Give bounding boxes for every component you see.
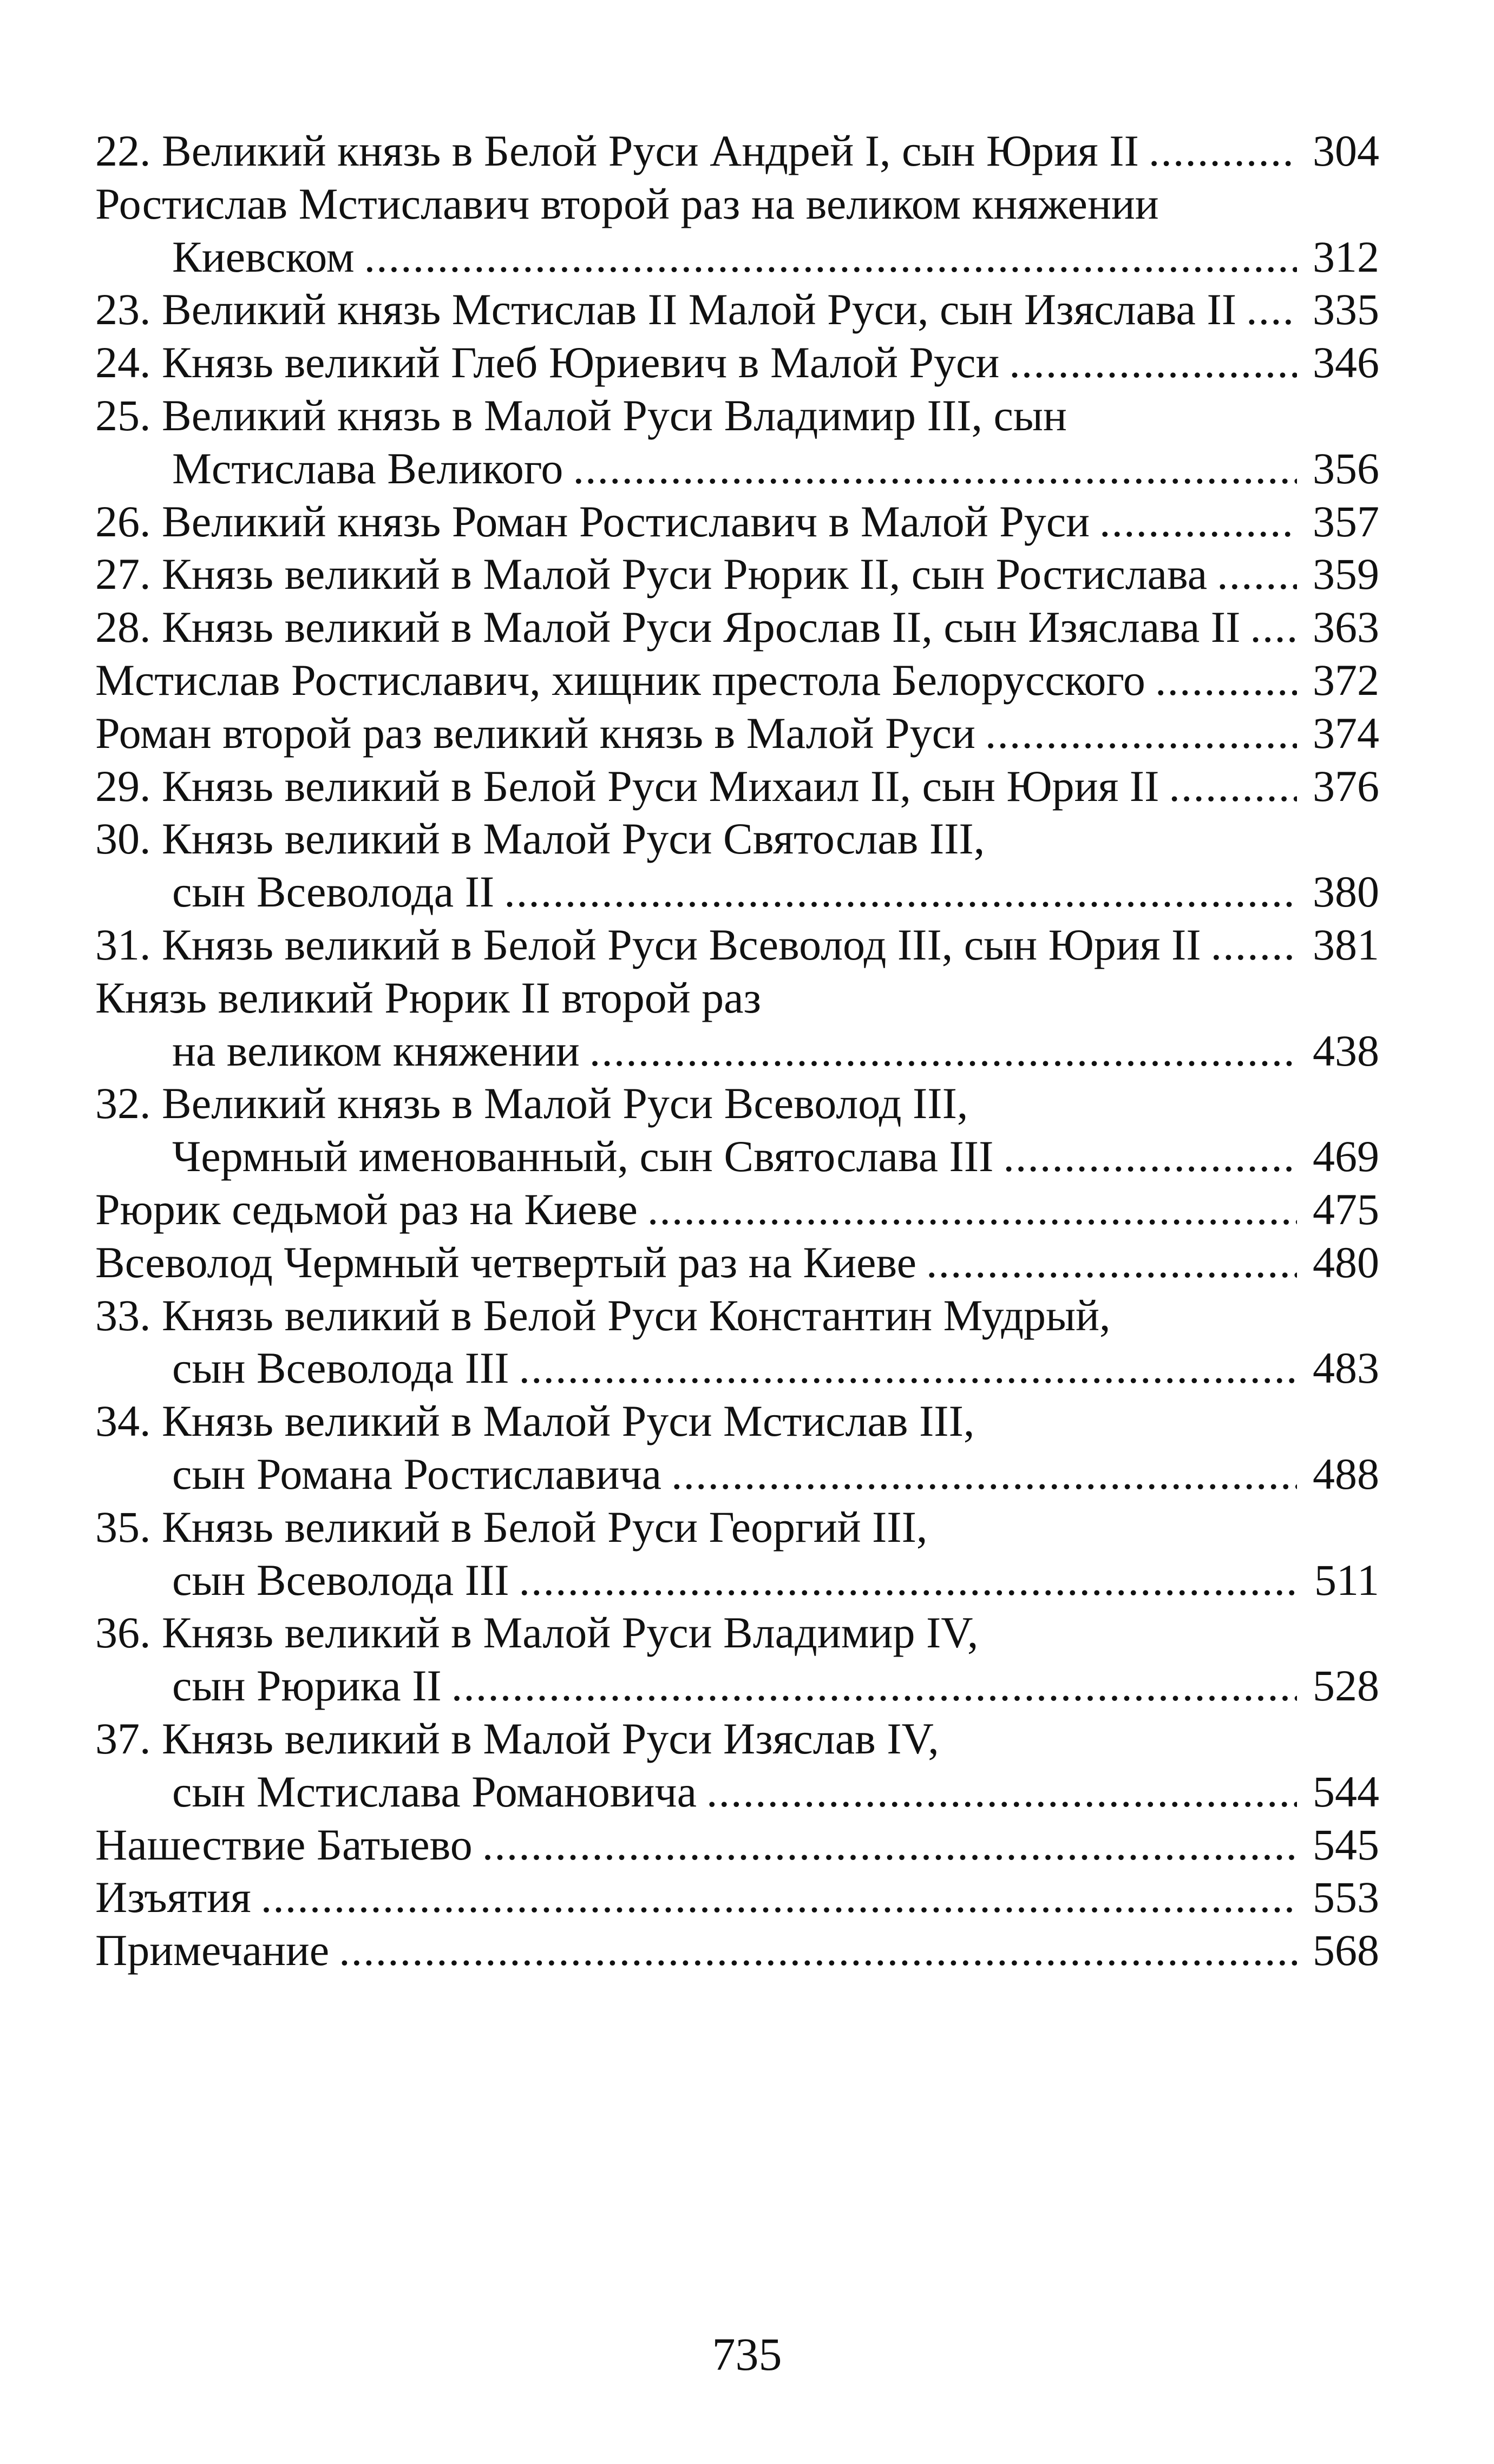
toc-entry-final-line (95, 1183, 1379, 1236)
toc-entry-title: 36. Князь великий в Малой Руси Владимир IV, (95, 1608, 979, 1658)
dot-leader (671, 1448, 1297, 1501)
toc-entry-title: Киевском (172, 232, 355, 281)
toc-entry-title: на великом княжении (172, 1026, 580, 1075)
toc-entry-title: Рюрик седьмой раз на Киеве (95, 1184, 638, 1234)
toc-page-number: 528 (1313, 1661, 1379, 1711)
dot-leader (573, 442, 1297, 495)
toc-entry (95, 389, 1379, 495)
dot-leader (1009, 336, 1297, 389)
toc-page-number: 475 (1313, 1184, 1379, 1234)
toc-page-number: 544 (1313, 1766, 1379, 1816)
toc-entry-title: Всеволод Чермный четвертый раз на Киеве (95, 1237, 917, 1287)
toc-page-number: 381 (1313, 919, 1379, 969)
toc-entry-title: 32. Великий князь в Малой Руси Всеволод III, (95, 1079, 968, 1128)
dot-leader (1099, 495, 1297, 548)
toc-entry (95, 918, 1379, 971)
toc-page-number: 359 (1313, 549, 1379, 599)
toc-page-number: 357 (1313, 496, 1379, 546)
toc-entry-title: 28. Князь великий в Малой Руси Ярослав II, сын Изяслава II (95, 602, 1241, 652)
dot-leader (985, 707, 1297, 760)
dot-leader (1149, 124, 1297, 178)
toc-entry-title: сын Рюрика II (172, 1661, 442, 1711)
toc-entry-title: Мстислава Великого (172, 443, 563, 493)
table-of-contents (95, 124, 1379, 1977)
toc-entry (95, 1183, 1379, 1236)
toc-entry-final-line (95, 442, 1379, 495)
dot-leader (1169, 760, 1297, 813)
dot-leader (1250, 601, 1297, 654)
dot-leader (1003, 1130, 1297, 1183)
toc-entry-title: Ростислав Мстиславич второй раз на великом княжении (95, 179, 1159, 228)
toc-entry-final-line (95, 1236, 1379, 1289)
toc-entry-title: Чермный именованный, сын Святослава III (172, 1132, 994, 1181)
toc-entry-title: 25. Великий князь в Малой Руси Владимир III, сын (95, 390, 1067, 440)
toc-entry-final-line (95, 1130, 1379, 1183)
toc-entry-final-line (95, 1024, 1379, 1077)
toc-entry-final-line (95, 1554, 1379, 1607)
toc-entry-title: Изъятия (95, 1872, 251, 1922)
toc-entry-title: Примечание (95, 1926, 330, 1975)
toc-entry (95, 178, 1379, 284)
toc-entry-final-line (95, 1818, 1379, 1871)
toc-entry-title: 35. Князь великий в Белой Руси Георгий III, (95, 1502, 928, 1552)
toc-entry-final-line (95, 1342, 1379, 1395)
toc-page-number: 363 (1313, 602, 1379, 652)
toc-entry-title: Мстислав Ростиславич, хищник престола Белорусского (95, 655, 1145, 705)
dot-leader (504, 865, 1297, 918)
toc-entry-title: 23. Великий князь Мстислав II Малой Руси, сын Изяслава II (95, 285, 1237, 334)
toc-entry-final-line (95, 1765, 1379, 1818)
toc-entry-final-line (95, 601, 1379, 654)
toc-entry (95, 1924, 1379, 1977)
dot-leader (519, 1342, 1297, 1395)
toc-entry (95, 1818, 1379, 1871)
dot-leader (339, 1924, 1297, 1977)
dot-leader (261, 1871, 1297, 1924)
toc-entry-final-line (95, 124, 1379, 178)
toc-entry-title: 22. Великий князь в Белой Руси Андрей I, сын Юрия II (95, 126, 1139, 175)
toc-entry-final-line (95, 865, 1379, 918)
toc-entry-final-line (95, 1659, 1379, 1712)
toc-entry (95, 336, 1379, 389)
toc-entry-title: сын Мстислава Романовича (172, 1766, 697, 1816)
toc-entry-final-line (95, 495, 1379, 548)
toc-entry-title: 26. Великий князь Роман Ростиславич в Малой Руси (95, 496, 1090, 546)
toc-entry-title: 31. Князь великий в Белой Руси Всеволод III, сын Юрия II (95, 919, 1201, 969)
dot-leader (926, 1236, 1297, 1289)
toc-entry (95, 1236, 1379, 1289)
toc-entry-final-line (95, 707, 1379, 760)
toc-entry (95, 760, 1379, 813)
toc-page-number: 545 (1313, 1819, 1379, 1869)
toc-entry-line (95, 1289, 1379, 1342)
toc-page-number: 488 (1313, 1449, 1379, 1499)
toc-entry-final-line (95, 654, 1379, 707)
toc-entry-line (95, 178, 1379, 231)
toc-entry (95, 1395, 1379, 1501)
dot-leader (706, 1765, 1297, 1818)
toc-entry-line (95, 971, 1379, 1024)
toc-entry (95, 971, 1379, 1077)
toc-page-number: 356 (1313, 443, 1379, 493)
dot-leader (1211, 918, 1297, 971)
toc-entry-title: 30. Князь великий в Малой Руси Святослав III, (95, 814, 985, 864)
toc-page-number: 380 (1313, 867, 1379, 917)
toc-entry (95, 1501, 1379, 1607)
toc-entry (95, 707, 1379, 760)
toc-page-number: 438 (1313, 1026, 1379, 1075)
toc-entry-title: 24. Князь великий Глеб Юриевич в Малой Руси (95, 338, 1000, 387)
toc-entry-line (95, 1395, 1379, 1448)
toc-entry (95, 1077, 1379, 1183)
toc-page-number: 483 (1313, 1343, 1379, 1393)
toc-entry-final-line (95, 760, 1379, 813)
dot-leader (482, 1818, 1297, 1871)
toc-entry-final-line (95, 918, 1379, 971)
toc-page-number: 480 (1313, 1237, 1379, 1287)
toc-entry-title: Князь великий Рюрик II второй раз (95, 973, 761, 1022)
toc-entry-title: 29. Князь великий в Белой Руси Михаил II, сын Юрия II (95, 761, 1159, 811)
toc-entry-final-line (95, 1924, 1379, 1977)
toc-entry-line (95, 1077, 1379, 1130)
toc-entry-final-line (95, 336, 1379, 389)
toc-page-number: 335 (1313, 285, 1379, 334)
toc-entry (95, 495, 1379, 548)
toc-page-number: 304 (1313, 126, 1379, 175)
toc-entry-final-line (95, 1448, 1379, 1501)
toc-entry (95, 1289, 1379, 1395)
toc-entry (95, 654, 1379, 707)
toc-page-number: 568 (1313, 1926, 1379, 1975)
toc-entry-final-line (95, 548, 1379, 601)
toc-page-number: 511 (1314, 1555, 1379, 1605)
dot-leader (1246, 283, 1297, 336)
toc-entry-title: сын Всеволода III (172, 1343, 509, 1393)
toc-entry-title: сын Романа Ростиславича (172, 1449, 662, 1499)
page-number: 735 (712, 2328, 782, 2380)
dot-leader (1155, 654, 1297, 707)
toc-page-number: 553 (1313, 1872, 1379, 1922)
toc-entry-title: сын Всеволода III (172, 1555, 509, 1605)
dot-leader (519, 1554, 1297, 1607)
toc-entry-line (95, 1712, 1379, 1765)
toc-entry-title: Нашествие Батыево (95, 1819, 473, 1869)
toc-entry (95, 548, 1379, 601)
toc-entry-line (95, 389, 1379, 442)
toc-entry (95, 601, 1379, 654)
toc-entry (95, 1712, 1379, 1818)
toc-entry (95, 1606, 1379, 1712)
toc-entry-final-line (95, 283, 1379, 336)
toc-entry (95, 812, 1379, 918)
toc-entry (95, 1871, 1379, 1924)
toc-entry-line (95, 812, 1379, 865)
dot-leader (589, 1024, 1297, 1077)
dot-leader (1217, 548, 1297, 601)
toc-entry-title: 33. Князь великий в Белой Руси Константин Мудрый, (95, 1290, 1111, 1340)
toc-entry-title: сын Всеволода II (172, 867, 495, 917)
toc-entry-final-line (95, 231, 1379, 284)
toc-page-number: 372 (1313, 655, 1379, 705)
toc-entry-title: Роман второй раз великий князь в Малой Руси (95, 708, 975, 758)
toc-entry (95, 283, 1379, 336)
toc-entry-title: 27. Князь великий в Малой Руси Рюрик II, сын Ростислава (95, 549, 1208, 599)
toc-page-number: 376 (1313, 761, 1379, 811)
toc-page-number: 469 (1313, 1132, 1379, 1181)
toc-page-number: 346 (1313, 338, 1379, 387)
toc-page-number: 374 (1313, 708, 1379, 758)
toc-entry-title: 37. Князь великий в Малой Руси Изяслав IV, (95, 1713, 939, 1763)
toc-entry-line (95, 1501, 1379, 1554)
toc-entry (95, 124, 1379, 178)
toc-entry-line (95, 1606, 1379, 1659)
toc-entry-title: 34. Князь великий в Малой Руси Мстислав III, (95, 1396, 975, 1446)
toc-entry-final-line (95, 1871, 1379, 1924)
dot-leader (451, 1659, 1297, 1712)
dot-leader (647, 1183, 1297, 1236)
dot-leader (364, 231, 1297, 284)
toc-page-number: 312 (1313, 232, 1379, 281)
